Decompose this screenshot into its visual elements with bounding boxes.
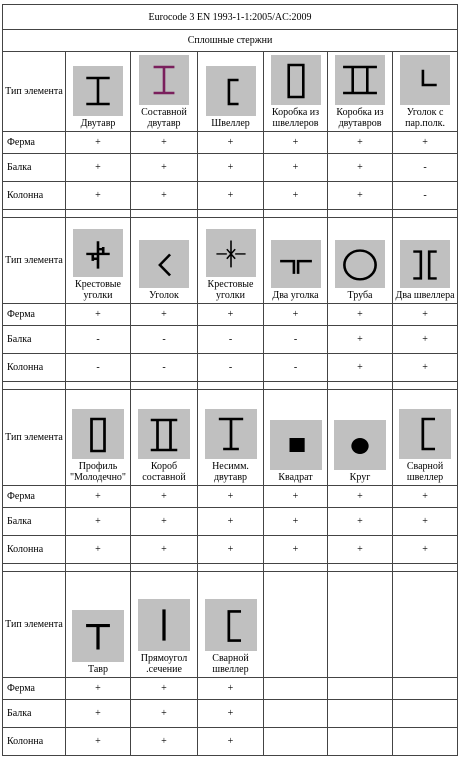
- applicability-mark: +: [328, 486, 393, 508]
- empty-cell: [264, 678, 328, 700]
- element-cell[interactable]: [393, 52, 458, 132]
- spacer-cell: [131, 564, 198, 572]
- spacer-cell: [393, 382, 458, 390]
- element-cell[interactable]: [393, 218, 458, 304]
- angle-icon: [139, 240, 189, 288]
- empty-cell: [264, 728, 328, 756]
- rectangular-bar-icon: [138, 599, 190, 651]
- beam-label: Балка: [3, 508, 66, 536]
- element-label: Тавр: [87, 664, 109, 675]
- truss-label: Ферма: [3, 304, 66, 326]
- applicability-mark: +: [328, 182, 393, 210]
- type-label: Тип элемента: [3, 390, 66, 486]
- column-label: Колонна: [3, 182, 66, 210]
- element-label: Сварной швеллер: [406, 461, 444, 483]
- applicability-mark: +: [66, 700, 131, 728]
- applicability-mark: +: [393, 354, 458, 382]
- cross-angles-2-icon: [206, 229, 256, 277]
- element-label: Несимм. двутавр: [212, 461, 249, 483]
- applicability-mark: +: [264, 486, 328, 508]
- element-type-row: [3, 52, 458, 132]
- tee-icon: [72, 610, 124, 662]
- empty-cell: [328, 678, 393, 700]
- applicability-mark: +: [131, 132, 198, 154]
- double-channel-icon: [400, 240, 450, 288]
- round-bar-icon: [334, 420, 386, 470]
- type-label: Тип элемента: [3, 52, 66, 132]
- section-type-table: [2, 4, 458, 756]
- applicability-mark: +: [66, 182, 131, 210]
- applicability-mark: +: [198, 536, 264, 564]
- cross-angles-icon: [73, 229, 123, 277]
- element-label: Коробка из двутавров: [336, 107, 384, 129]
- element-cell[interactable]: [131, 218, 198, 304]
- applicability-mark: +: [393, 326, 458, 354]
- i-beam-icon: [73, 66, 123, 116]
- beam-label: Балка: [3, 326, 66, 354]
- applicability-mark: +: [66, 304, 131, 326]
- applicability-mark: +: [264, 182, 328, 210]
- beam-row: [3, 154, 458, 182]
- element-label: Сварной швеллер: [212, 653, 249, 675]
- element-cell[interactable]: [328, 218, 393, 304]
- empty-cell: [393, 700, 458, 728]
- applicability-mark: +: [328, 354, 393, 382]
- column-label: Колонна: [3, 354, 66, 382]
- spacer-cell: [3, 382, 66, 390]
- beam-label: Балка: [3, 700, 66, 728]
- element-label: Два швеллера: [395, 290, 455, 301]
- applicability-mark: +: [328, 132, 393, 154]
- element-cell[interactable]: [264, 218, 328, 304]
- channel-icon: [206, 66, 256, 116]
- column-row: [3, 536, 458, 564]
- spacer-cell: [328, 382, 393, 390]
- applicability-mark: +: [198, 304, 264, 326]
- element-label: Составной двутавр: [141, 107, 187, 129]
- spacer-cell: [66, 564, 131, 572]
- applicability-mark: -: [393, 154, 458, 182]
- applicability-mark: +: [131, 700, 198, 728]
- element-cell[interactable]: [264, 52, 328, 132]
- element-cell[interactable]: [66, 390, 131, 486]
- equal-angle-icon: [400, 55, 450, 105]
- truss-row: [3, 486, 458, 508]
- spacer-cell: [3, 210, 66, 218]
- table-title: Eurocode 3 EN 1993-1-1:2005/AC:2009: [3, 5, 458, 30]
- applicability-mark: +: [198, 486, 264, 508]
- applicability-mark: +: [198, 678, 264, 700]
- element-label: Два уголка: [272, 290, 319, 301]
- truss-label: Ферма: [3, 132, 66, 154]
- applicability-mark: +: [131, 154, 198, 182]
- element-label: Короб составной: [142, 461, 186, 483]
- spacer-cell: [66, 210, 131, 218]
- tube-icon: [335, 240, 385, 288]
- welded-channel-2-icon: [205, 599, 257, 651]
- applicability-mark: +: [393, 536, 458, 564]
- applicability-mark: +: [328, 326, 393, 354]
- applicability-mark: +: [131, 304, 198, 326]
- applicability-mark: +: [198, 182, 264, 210]
- spacer-cell: [264, 210, 328, 218]
- element-label: Крестовые уголки: [75, 279, 121, 301]
- spacer-cell: [393, 564, 458, 572]
- element-cell[interactable]: [66, 218, 131, 304]
- molodechno-profile-icon: [72, 409, 124, 459]
- applicability-mark: +: [131, 728, 198, 756]
- applicability-mark: +: [264, 508, 328, 536]
- empty-cell: [393, 572, 458, 678]
- truss-row: [3, 304, 458, 326]
- applicability-mark: +: [66, 678, 131, 700]
- applicability-mark: +: [328, 304, 393, 326]
- beam-row: [3, 508, 458, 536]
- empty-cell: [328, 700, 393, 728]
- applicability-mark: +: [131, 182, 198, 210]
- applicability-mark: +: [393, 304, 458, 326]
- spacer-cell: [3, 564, 66, 572]
- applicability-mark: +: [131, 508, 198, 536]
- beam-row: [3, 700, 458, 728]
- column-row: [3, 182, 458, 210]
- column-label: Колонна: [3, 728, 66, 756]
- element-cell[interactable]: [328, 52, 393, 132]
- element-cell[interactable]: [131, 390, 198, 486]
- applicability-mark: +: [264, 536, 328, 564]
- applicability-mark: +: [393, 508, 458, 536]
- spacer-cell: [66, 382, 131, 390]
- element-type-row: [3, 572, 458, 678]
- empty-cell: [264, 572, 328, 678]
- empty-cell: [393, 678, 458, 700]
- truss-label: Ферма: [3, 486, 66, 508]
- applicability-mark: +: [393, 132, 458, 154]
- element-type-row: [3, 218, 458, 304]
- column-label: Колонна: [3, 536, 66, 564]
- applicability-mark: +: [131, 536, 198, 564]
- element-cell[interactable]: [328, 390, 393, 486]
- type-label: Тип элемента: [3, 572, 66, 678]
- element-cell[interactable]: [198, 218, 264, 304]
- element-label: Квадрат: [278, 472, 313, 483]
- applicability-mark: +: [198, 728, 264, 756]
- spacer-cell: [198, 564, 264, 572]
- applicability-mark: +: [198, 700, 264, 728]
- element-cell[interactable]: [66, 52, 131, 132]
- column-row: [3, 354, 458, 382]
- applicability-mark: +: [328, 508, 393, 536]
- spacer-cell: [328, 210, 393, 218]
- spacer-cell: [264, 382, 328, 390]
- applicability-mark: +: [66, 154, 131, 182]
- element-cell[interactable]: [131, 52, 198, 132]
- applicability-mark: +: [264, 154, 328, 182]
- applicability-mark: -: [66, 354, 131, 382]
- applicability-mark: +: [198, 154, 264, 182]
- applicability-mark: -: [198, 354, 264, 382]
- applicability-mark: -: [131, 326, 198, 354]
- element-label: Уголок с пар.полк.: [405, 107, 445, 129]
- spacer-cell: [264, 564, 328, 572]
- empty-cell: [328, 572, 393, 678]
- element-label: Уголок: [149, 290, 179, 301]
- empty-cell: [264, 700, 328, 728]
- element-label: Крестовые уголки: [207, 279, 254, 301]
- element-label: Двутавр: [80, 118, 116, 129]
- element-cell[interactable]: [198, 390, 264, 486]
- applicability-mark: -: [264, 326, 328, 354]
- applicability-mark: +: [264, 132, 328, 154]
- element-cell[interactable]: [198, 572, 264, 678]
- table-subtitle: Сплошные стержни: [3, 30, 458, 52]
- spacer-cell: [131, 210, 198, 218]
- applicability-mark: -: [264, 354, 328, 382]
- element-label: Прямоугол .сечение: [140, 653, 188, 675]
- spacer-cell: [198, 382, 264, 390]
- built-up-box-icon: [138, 409, 190, 459]
- type-label: Тип элемента: [3, 218, 66, 304]
- applicability-mark: +: [66, 536, 131, 564]
- empty-cell: [393, 728, 458, 756]
- applicability-mark: +: [66, 132, 131, 154]
- applicability-mark: +: [198, 132, 264, 154]
- applicability-mark: +: [198, 508, 264, 536]
- applicability-mark: -: [393, 182, 458, 210]
- element-cell[interactable]: [198, 52, 264, 132]
- asymmetric-i-beam-icon: [205, 409, 257, 459]
- beam-label: Балка: [3, 154, 66, 182]
- truss-row: [3, 678, 458, 700]
- spacer-cell: [328, 564, 393, 572]
- element-cell[interactable]: [264, 390, 328, 486]
- element-label: Профиль "Молодечно": [69, 461, 127, 483]
- element-cell[interactable]: [393, 390, 458, 486]
- element-label: Швеллер: [211, 118, 250, 129]
- double-angle-icon: [271, 240, 321, 288]
- applicability-mark: +: [328, 154, 393, 182]
- truss-label: Ферма: [3, 678, 66, 700]
- column-row: [3, 728, 458, 756]
- applicability-mark: +: [66, 486, 131, 508]
- element-cell[interactable]: [131, 572, 198, 678]
- element-label: Круг: [349, 472, 371, 483]
- applicability-mark: -: [198, 326, 264, 354]
- box-from-i-beams-icon: [335, 55, 385, 105]
- applicability-mark: +: [131, 678, 198, 700]
- applicability-mark: -: [131, 354, 198, 382]
- applicability-mark: +: [66, 728, 131, 756]
- truss-row: [3, 132, 458, 154]
- element-type-row: [3, 390, 458, 486]
- empty-cell: [328, 728, 393, 756]
- built-up-i-beam-icon: [139, 55, 189, 105]
- spacer-cell: [198, 210, 264, 218]
- applicability-mark: +: [264, 304, 328, 326]
- element-cell[interactable]: [66, 572, 131, 678]
- welded-channel-icon: [399, 409, 451, 459]
- spacer-cell: [131, 382, 198, 390]
- element-label: Коробка из швеллеров: [271, 107, 320, 129]
- square-bar-icon: [270, 420, 322, 470]
- applicability-mark: +: [131, 486, 198, 508]
- spacer-cell: [393, 210, 458, 218]
- beam-row: [3, 326, 458, 354]
- element-label: Труба: [347, 290, 373, 301]
- applicability-mark: +: [393, 486, 458, 508]
- box-from-channels-icon: [271, 55, 321, 105]
- applicability-mark: +: [66, 508, 131, 536]
- applicability-mark: -: [66, 326, 131, 354]
- applicability-mark: +: [328, 536, 393, 564]
